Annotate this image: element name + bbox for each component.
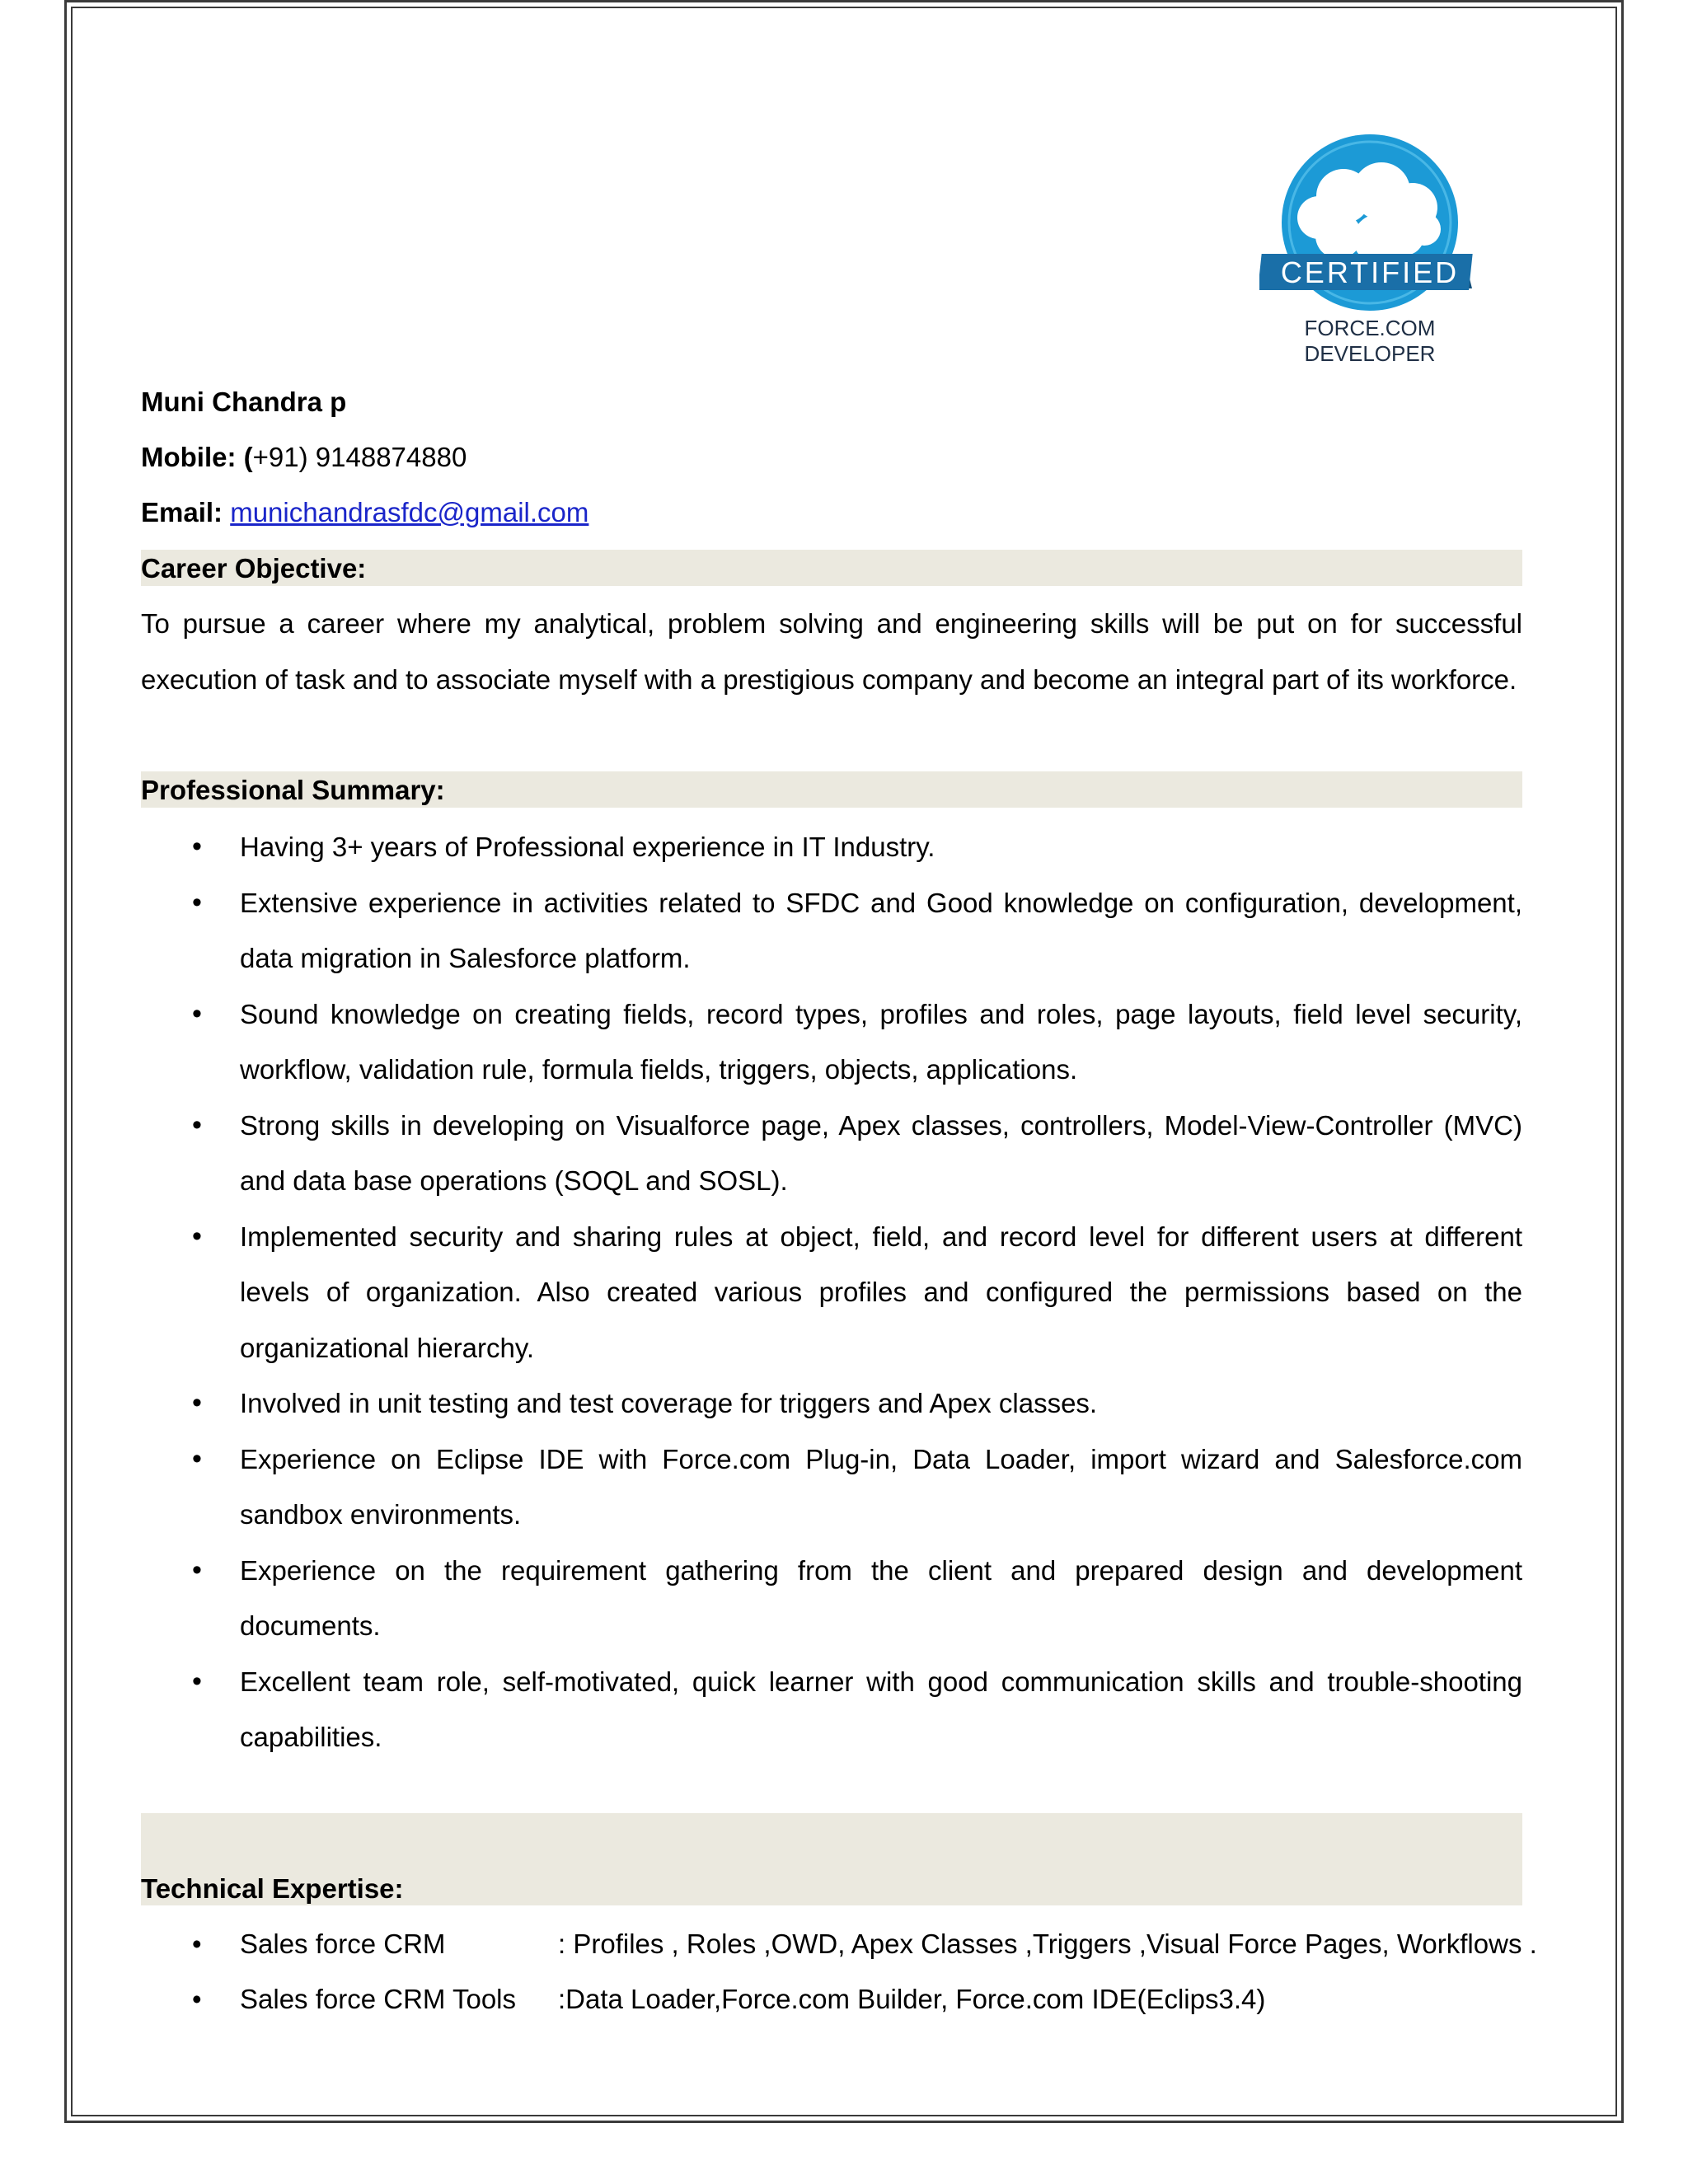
summary-list-item: • Experience on the requirement gathering from the client and prepared design and development documents. [141,1543,1522,1654]
summary-list-item: • Sound knowledge on creating fields, record types, profiles and roles, page layouts, field level security, workflow, validation rule, formula fields, triggers, objects, applications. [141,987,1522,1098]
summary-list-item: • Implemented security and sharing rules at object, field, and record level for different users at different levels of organization. Also created various profiles and configured the permissions based on the organizational hierarchy. [141,1209,1522,1376]
email-line [141,485,588,540]
summary-list-item: • Excellent team role, self-motivated, quick learner with good communication skills and trouble-shooting capabilities. [141,1654,1522,1765]
badge-certified-text: CERTIFIED [1280,255,1460,289]
badge-line1: FORCE.COM [1304,316,1436,340]
professional-summary-band [141,771,1522,808]
professional-summary-list [141,819,1522,1765]
email-label: Email: [141,497,223,527]
technical-expertise-band [141,1813,1522,1905]
summary-list-item: • Experience on Eclipse IDE with Force.com Plug-in, Data Loader, import wizard and Salesforce.com sandbox environments. [141,1432,1522,1543]
mobile-value: +91) 9148874880 [252,442,467,472]
summary-list-item: • Extensive experience in activities related to SFDC and Good knowledge on configuration, development, data migration in Salesforce platform. [141,875,1522,987]
career-objective-band [141,550,1522,586]
tech-name: Sales force CRM Tools [240,1984,517,2014]
mobile-line [141,429,467,485]
tech-value: :Data Loader,Force.com Builder, Force.com IDE(Eclips3.4) [558,1984,1266,2014]
tech-value: : Profiles , Roles ,OWD, Apex Classes ,Triggers ,Visual Force Pages, Workflows . [558,1929,1537,1959]
tech-name: Sales force CRM [240,1929,446,1959]
career-objective-heading: Career Objective: [141,553,367,583]
technical-expertise-heading: Technical Expertise: [141,1873,404,1904]
summary-list-item: • Strong skills in developing on Visualforce page, Apex classes, controllers, Model-View-Controller (MVC) and data base operations (SOQL and SOSL). [141,1098,1522,1209]
certified-developer-badge [1259,134,1480,368]
candidate-name: Muni Chandra p [141,387,347,417]
bullet-icon: • [192,1929,202,1959]
mobile-label: Mobile: ( [141,442,253,472]
summary-list-item: • Having 3+ years of Professional experience in IT Industry. [141,819,1522,875]
career-objective-text: To pursue a career where my analytical, problem solving and engineering skills will be put on for successful execution of task and to associate myself with a prestigious company and become an integral part of its workforce. [141,608,1522,695]
bullet-icon: • [192,1984,202,2014]
professional-summary-heading: Professional Summary: [141,775,445,805]
badge-line2: DEVELOPER [1304,341,1436,366]
email-link[interactable]: munichandrasfdc@gmail.com [230,497,589,527]
summary-list-item: • Involved in unit testing and test coverage for triggers and Apex classes. [141,1376,1522,1432]
